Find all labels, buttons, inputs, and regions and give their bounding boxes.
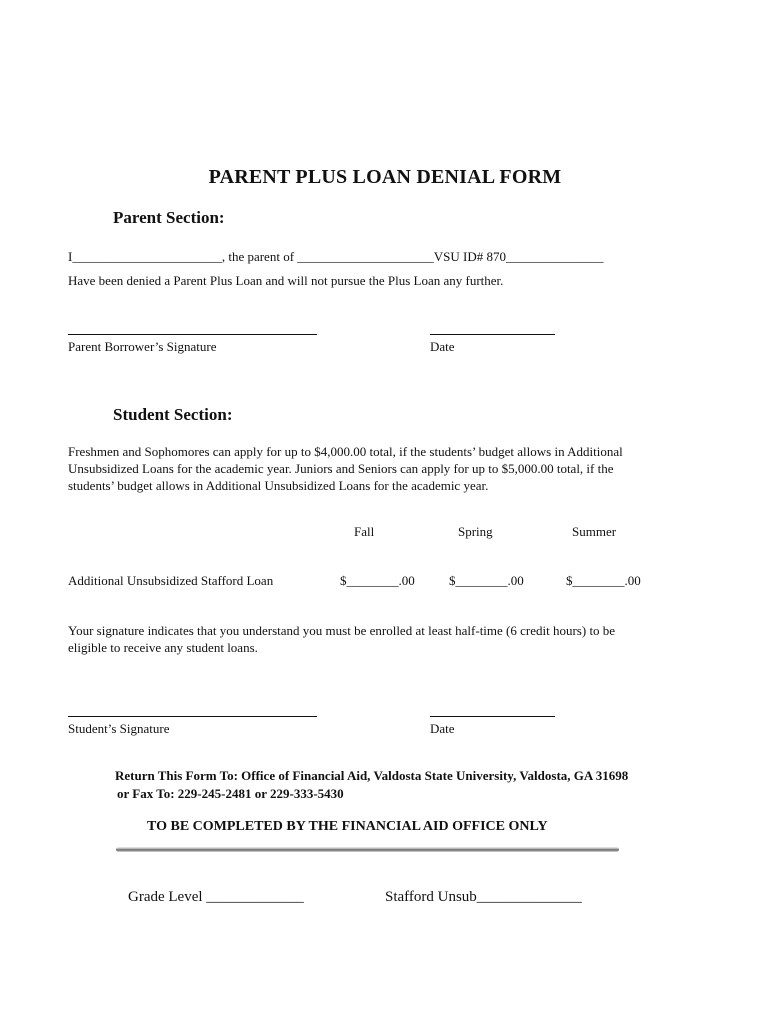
parent-date-label: Date — [430, 339, 455, 354]
paragraph-line: Freshmen and Sophomores can apply for up to $4,000.00 total, if the students’ budget allows in Additional — [68, 444, 623, 459]
paragraph-line: students’ budget allows in Additional Unsubsidized Loans for the academic year. — [68, 478, 489, 493]
grade-level-field[interactable]: Grade Level _____________ — [128, 889, 304, 905]
parent-date-line[interactable] — [430, 334, 555, 335]
spring-amount-field[interactable]: $________.00 — [449, 573, 524, 588]
fall-amount-field[interactable]: $________.00 — [340, 573, 415, 588]
enrollment-notice — [68, 622, 748, 656]
student-signature-label: Student’s Signature — [68, 721, 170, 736]
notice-line: eligible to receive any student loans. — [68, 640, 258, 655]
return-address: Return This Form To: Office of Financial Aid, Valdosta State University, Valdosta, GA 31698 — [115, 768, 629, 783]
parent-denial-statement: Have been denied a Parent Plus Loan and will not pursue the Plus Loan any further. — [68, 273, 504, 288]
parent-signature-label: Parent Borrower’s Signature — [68, 339, 217, 354]
loan-label: Additional Unsubsidized Stafford Loan — [68, 573, 274, 588]
summer-amount-field[interactable]: $________.00 — [566, 573, 641, 588]
stafford-unsub-field[interactable]: Stafford Unsub______________ — [385, 889, 582, 905]
parent-section-heading: Parent Section: — [113, 208, 225, 227]
student-eligibility-paragraph — [68, 443, 748, 494]
form-title: PARENT PLUS LOAN DENIAL FORM — [208, 166, 562, 188]
paragraph-line: Unsubsidized Loans for the academic year. Juniors and Seniors can apply for up to $5,000.00 total, if the — [68, 461, 614, 476]
student-date-line[interactable] — [430, 716, 555, 717]
student-section-heading: Student Section: — [113, 405, 233, 424]
parent-info-line[interactable]: I_______________________, the parent of _____________________VSU ID# 870_______________ — [68, 249, 604, 264]
parent-signature-line[interactable] — [68, 334, 317, 335]
divider-bar — [116, 847, 619, 852]
office-section-heading: TO BE COMPLETED BY THE FINANCIAL AID OFFICE ONLY — [147, 819, 548, 834]
fax-numbers: or Fax To: 229-245-2481 or 229-333-5430 — [117, 786, 344, 801]
term-summer-header: Summer — [572, 524, 617, 539]
student-date-label: Date — [430, 721, 455, 736]
term-fall-header: Fall — [354, 524, 375, 539]
notice-line: Your signature indicates that you understand you must be enrolled at least half-time (6 credit hours) to be — [68, 623, 616, 638]
term-spring-header: Spring — [458, 524, 493, 539]
student-signature-line[interactable] — [68, 716, 317, 717]
